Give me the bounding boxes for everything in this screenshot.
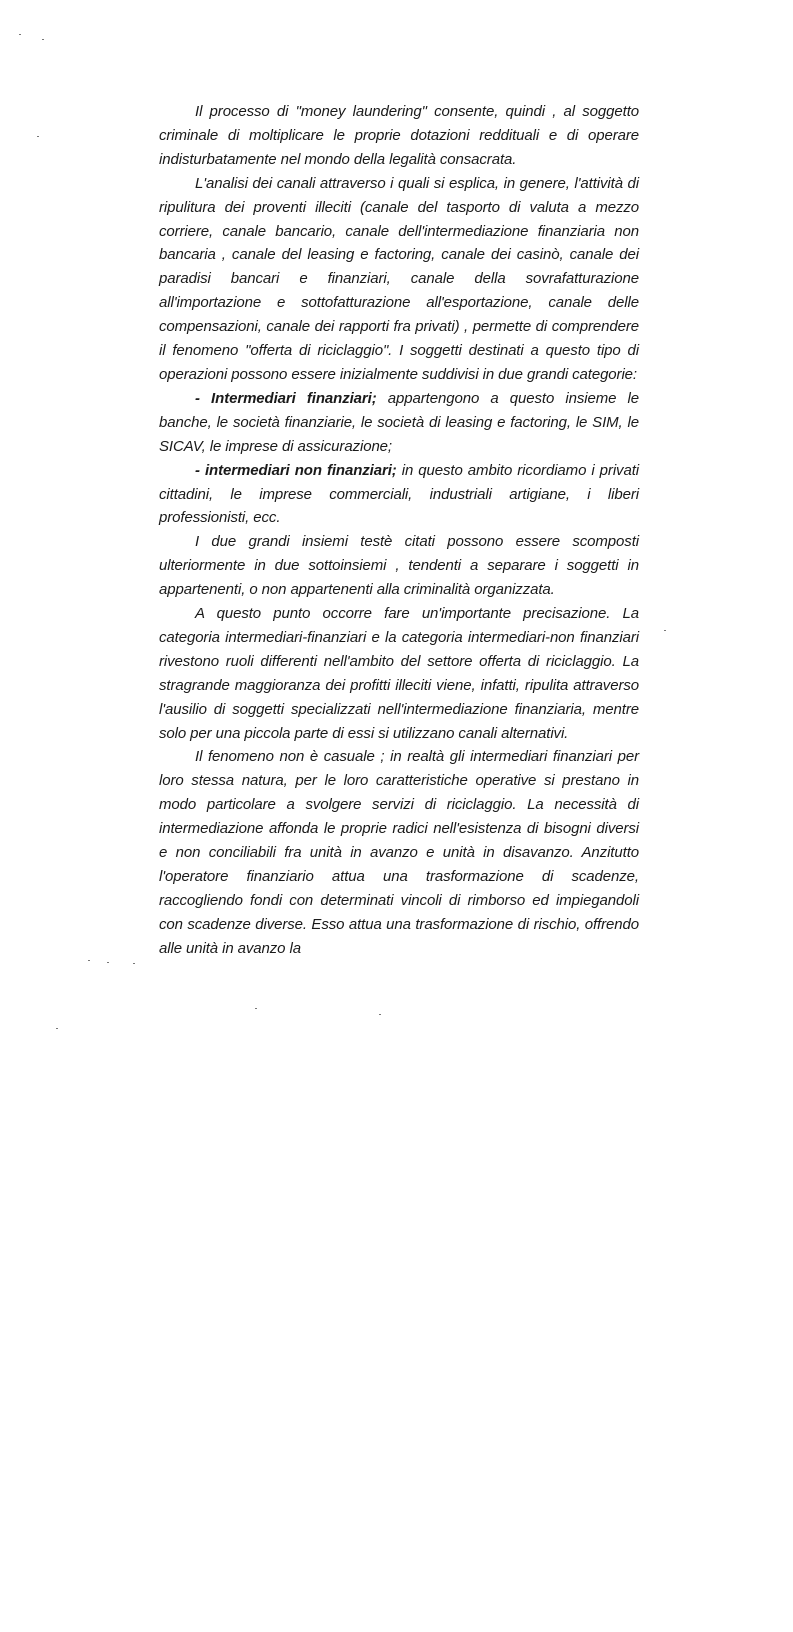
paragraph-clarification: A questo punto occorre fare un'importante precisazione. La categoria intermediari-finanziari e la categoria intermediari-non finanziari rivestono ruoli differenti nell'ambito del settore offerta di riciclaggio. La stragrande maggioranza dei profitti illeciti viene, infatti, ripulita attraverso l'ausilio di soggetti specializzati nell'intermediazione finanziaria, mentre solo per una piccola parte di essi si utilizzano canali alternativi. (159, 605, 639, 742)
scan-speck (19, 34, 21, 35)
item-text: appartengono a questo insieme le banche, le società finanziarie, le società di leasing e factoring, le SIM, le SICAV, le imprese di assicurazione; (159, 389, 639, 455)
body-text (159, 100, 639, 961)
scan-speck (42, 39, 44, 40)
scan-speck (379, 1014, 381, 1015)
scan-speck (664, 630, 666, 631)
paragraph-subsets: I due grandi insiemi testè citati possono essere scomposti ulteriormente in due sottoinsiemi , tendenti a separare i soggetti in appartenenti, o non appartenenti alla criminalità organizzata. (159, 533, 639, 599)
list-item-non-financial-intermediaries (159, 459, 639, 531)
paragraph-money-laundering: Il processo di "money laundering" consente, quindi , al soggetto criminale di moltiplicare le proprie dotazioni reddituali e di operare indisturbatamente nel mondo della legalità consacrata. (159, 103, 639, 168)
paragraph-channels-analysis: L'analisi dei canali attraverso i quali si esplica, in genere, l'attività di ripulitura dei proventi illeciti (canale del tasporto di valuta a mezzo corriere, canale bancario, canale dell'intermediazione finanziaria non bancaria , canale del leasing e factoring, canale dei casinò, canale dei paradisi bancari e finanziari, canale della sovrafatturazione all'importazione e sottofatturazione all'esportazione, canale delle compensazioni, canale dei rapporti fra privati) , permette di comprendere il fenomeno "offerta di riciclaggio". I soggetti destinati a questo tipo di operazioni possono essere inizialmente suddivisi in due grandi categorie: (159, 174, 639, 383)
item-text: in questo ambito ricordiamo i privati cittadini, le imprese commerciali, industriali artigiane, i liberi professionisti, ecc. (159, 461, 639, 527)
scan-speck (88, 960, 90, 961)
paragraph-phenomenon: Il fenomeno non è casuale ; in realtà gli intermediari finanziari per loro stessa natura, per le loro caratteristiche operative si prestano in modo particolare a svolgere servizi di riciclaggio. La necessità di intermediazione affonda le proprie radici nell'esistenza di bisogni diversi e non conciliabili fra unità in avanzo e unità in disavanzo. Anzitutto l'operatore finanziario attua una trasformazione di scadenze, raccogliendo fondi con determinati vincoli di rimborso ed impiegandoli con scadenze diverse. Esso attua una trasformazione di rischio, offrendo alle unità in avanzo la (159, 748, 639, 957)
item-lead: - Intermediari finanziari; (195, 389, 377, 407)
item-lead: - intermediari non finanziari; (195, 461, 397, 479)
scan-speck (255, 1008, 257, 1009)
scan-speck (56, 1028, 58, 1029)
list-item-financial-intermediaries (159, 387, 639, 459)
scan-speck (107, 962, 109, 963)
scan-speck (133, 963, 135, 964)
scan-speck (37, 136, 39, 137)
